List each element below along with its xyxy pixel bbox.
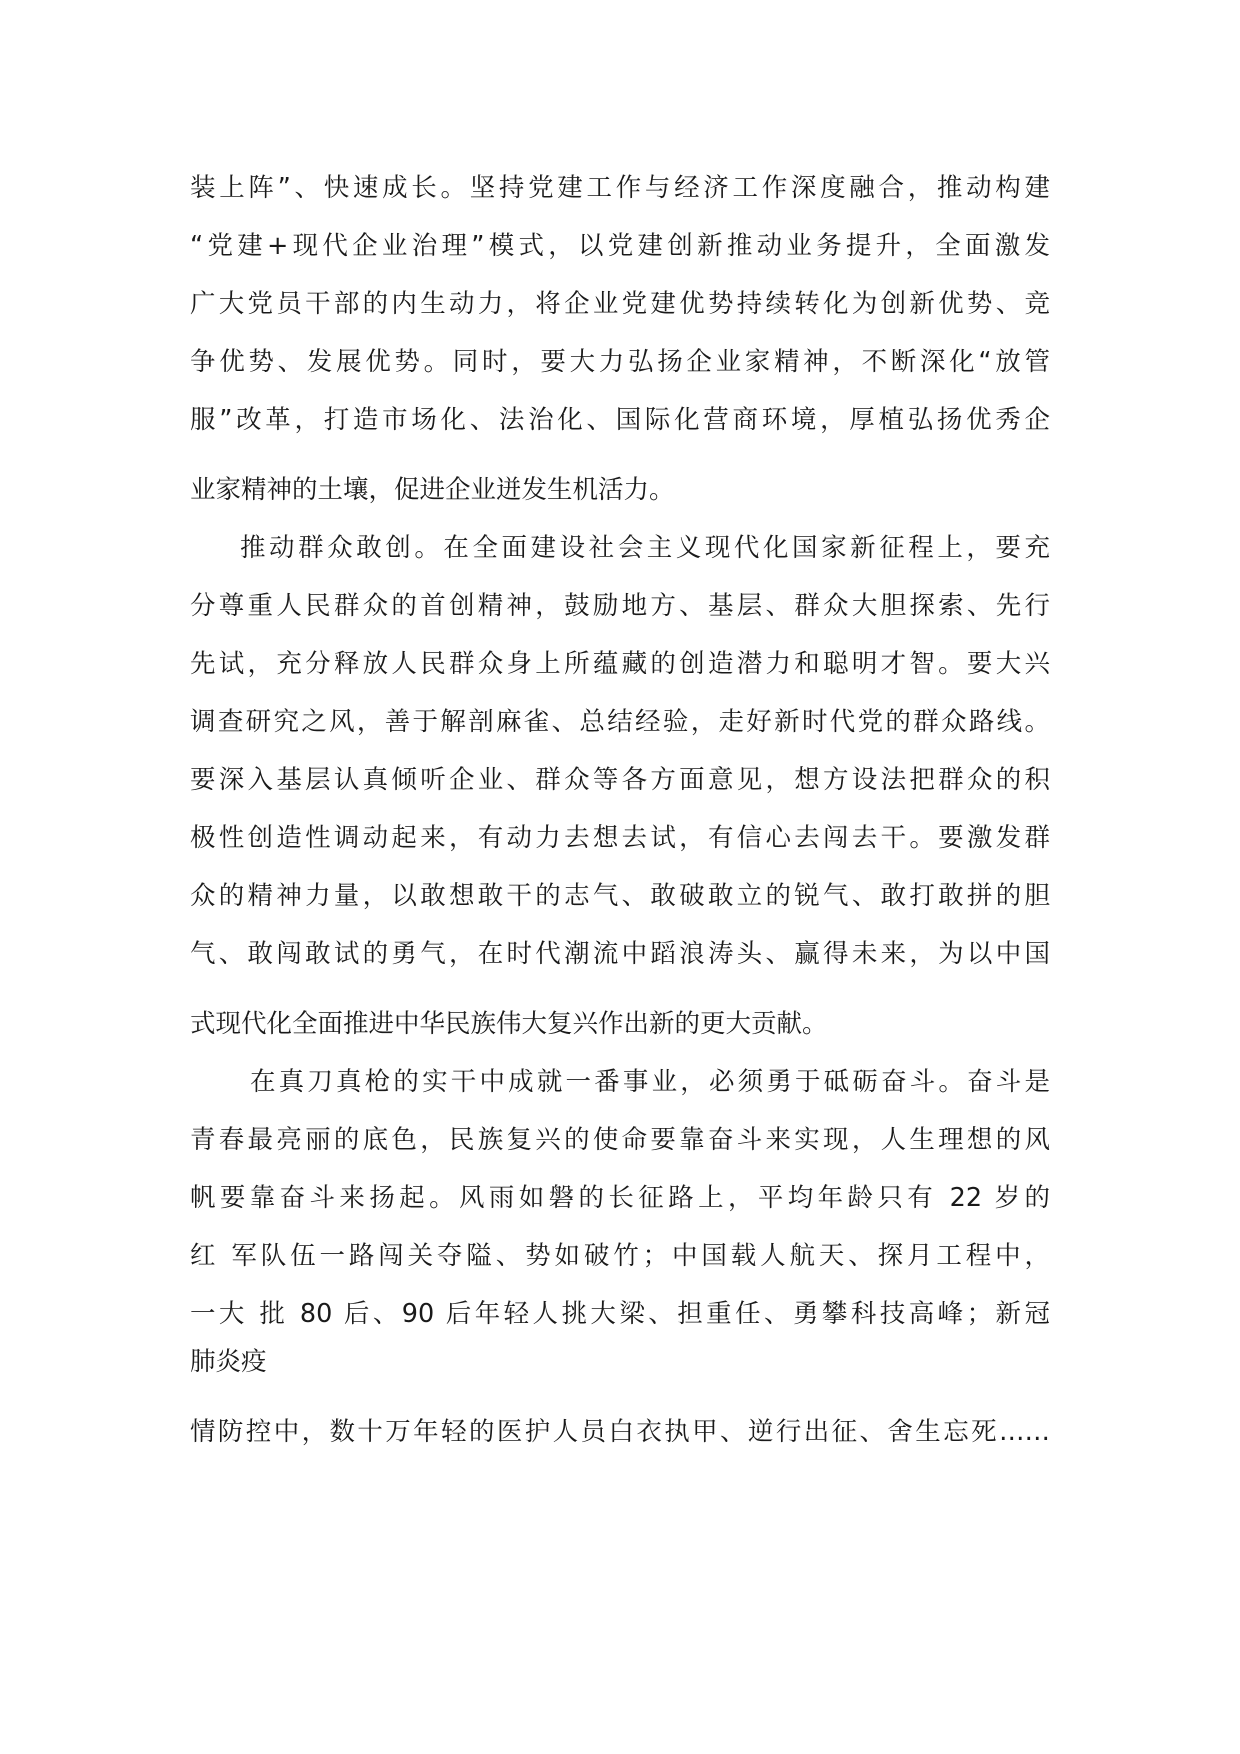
text-line: 式现代化全面推进中华民族伟大复兴作出新的更大贡献。 [190,1009,828,1039]
text-line: 业家精神的土壤，促进企业迸发生机活力。 [190,475,675,505]
text-line: 众的精神力量，以敢想敢干的志气、敢破敢立的锐气、敢打敢拼的胆 [190,881,1050,911]
paragraph-first-line: 在真刀真枪的实干中成就一番事业，必须勇于砥砺奋斗。奋斗是 [250,1067,1050,1097]
text-line: 装上阵”、快速成长。坚持党建工作与经济工作深度融合，推动构建 [190,173,1050,203]
text-line: 红 军队伍一路闯关夺隘、势如破竹；中国载人航天、探月工程中， [190,1241,1050,1271]
text-line: “党建+现代企业治理”模式，以党建创新推动业务提升，全面激发 [190,231,1050,261]
text-line: 分尊重人民群众的首创精神，鼓励地方、基层、群众大胆探索、先行 [190,591,1050,621]
text-line: 气、敢闯敢试的勇气，在时代潮流中蹈浪涛头、赢得未来，为以中国 [190,939,1050,969]
text-line: 争优势、发展优势。同时，要大力弘扬企业家精神，不断深化“放管 [190,347,1050,377]
text-line: 一大 批 80 后、90 后年轻人挑大梁、担重任、勇攀科技高峰；新冠 [190,1299,1050,1329]
text-line: 肺炎疫 [190,1347,267,1377]
text-line: 服”改革，打造市场化、法治化、国际化营商环境，厚植弘扬优秀企 [190,405,1050,435]
text-line: 极性创造性调动起来，有动力去想去试，有信心去闯去干。要激发群 [190,823,1050,853]
text-line: 要深入基层认真倾听企业、群众等各方面意见，想方设法把群众的积 [190,765,1050,795]
text-line: 调查研究之风，善于解剖麻雀、总结经验，走好新时代党的群众路线。 [190,707,1050,737]
text-line: 情防控中，数十万年轻的医护人员白衣执甲、逆行出征、舍生忘死…… [190,1417,1050,1447]
paragraph-first-line: 推动群众敢创。在全面建设社会主义现代化国家新征程上，要充 [240,533,1050,563]
text-line: 广大党员干部的内生动力，将企业党建优势持续转化为创新优势、竞 [190,289,1050,319]
text-line: 帆要靠奋斗来扬起。风雨如磐的长征路上，平均年龄只有 22 岁的 [190,1183,1050,1213]
text-line: 青春最亮丽的底色，民族复兴的使命要靠奋斗来实现，人生理想的风 [190,1125,1050,1155]
text-line: 先试，充分释放人民群众身上所蕴藏的创造潜力和聪明才智。要大兴 [190,649,1050,679]
